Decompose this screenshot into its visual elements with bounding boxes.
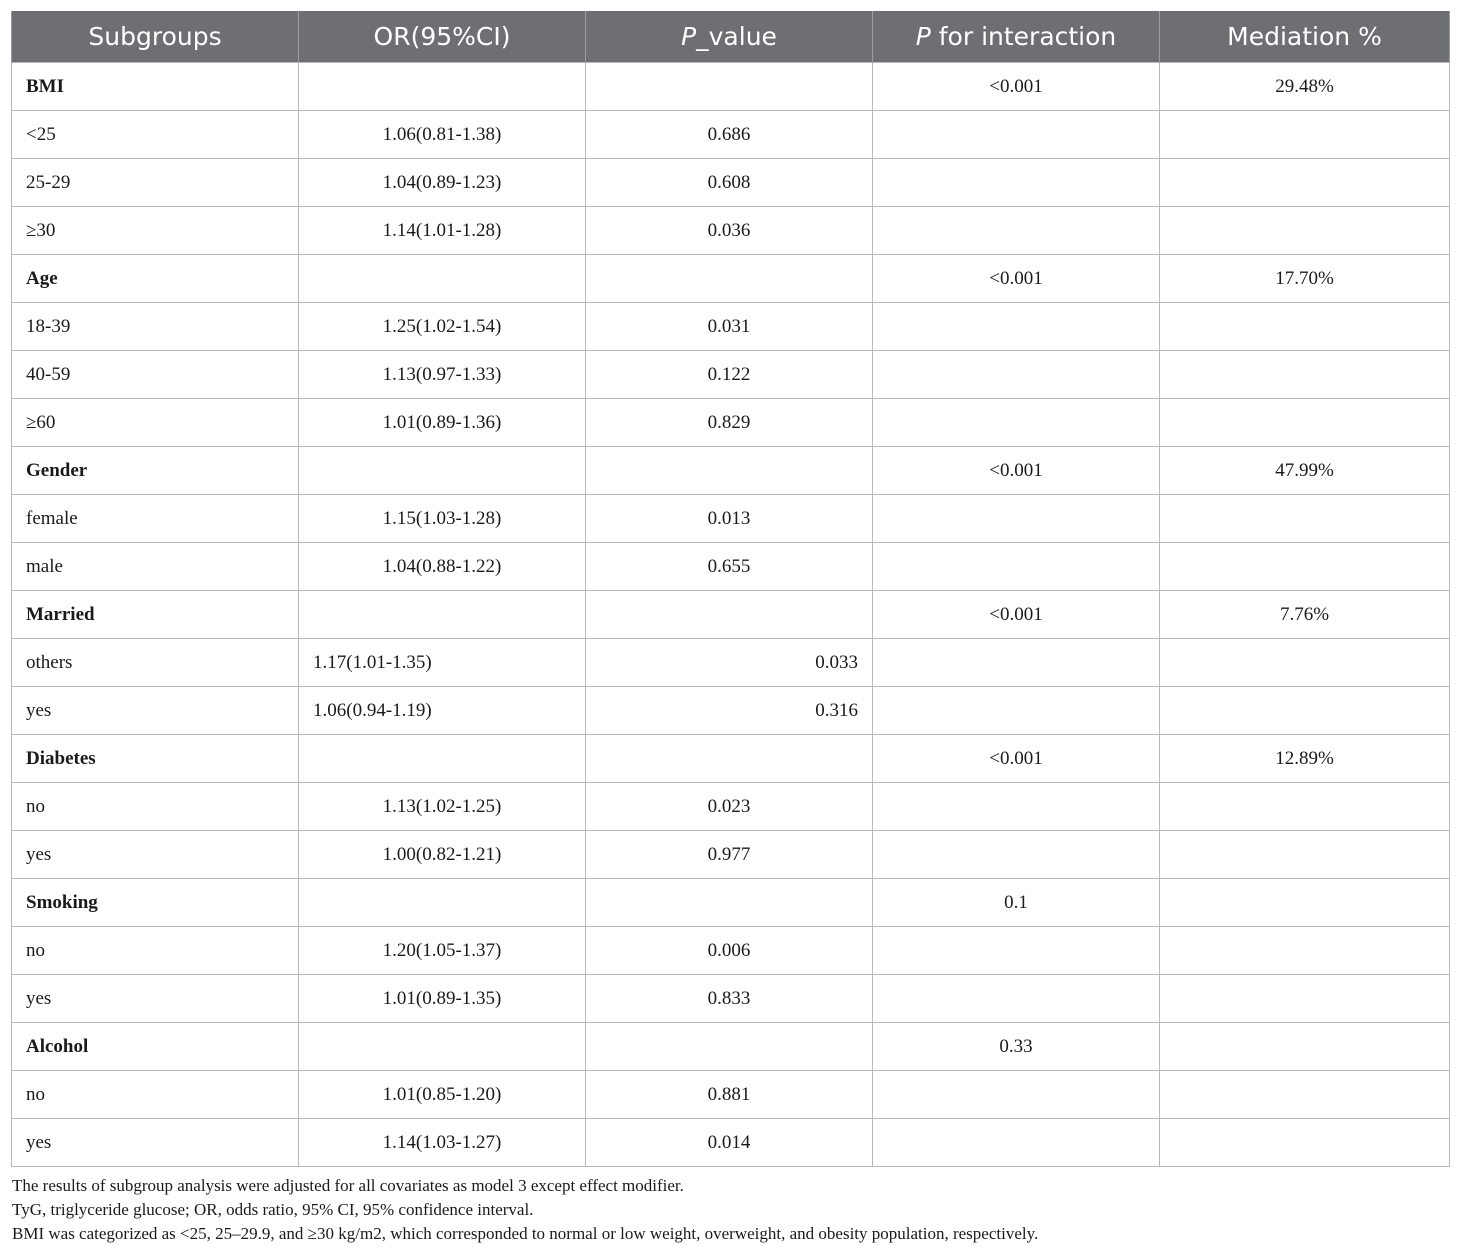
cell-p-value bbox=[586, 735, 873, 783]
cell-subgroup: no bbox=[12, 783, 299, 831]
table-row bbox=[12, 927, 1450, 975]
cell-mediation bbox=[1160, 351, 1450, 399]
cell-p-interaction bbox=[873, 927, 1160, 975]
cell-or: 1.13(1.02-1.25) bbox=[299, 783, 586, 831]
cell-p-value: 0.014 bbox=[586, 1119, 873, 1167]
cell-p-interaction bbox=[873, 111, 1160, 159]
cell-p-interaction bbox=[873, 399, 1160, 447]
cell-p-value: 0.686 bbox=[586, 111, 873, 159]
group-row bbox=[12, 1023, 1450, 1071]
cell-p-value: 0.977 bbox=[586, 831, 873, 879]
cell-p-value bbox=[586, 879, 873, 927]
cell-or: 1.00(0.82-1.21) bbox=[299, 831, 586, 879]
table-row bbox=[12, 303, 1450, 351]
cell-subgroup: ≥30 bbox=[12, 207, 299, 255]
cell-p-value bbox=[586, 447, 873, 495]
cell-p-interaction: <0.001 bbox=[873, 735, 1160, 783]
cell-p-interaction bbox=[873, 303, 1160, 351]
cell-mediation bbox=[1160, 1119, 1450, 1167]
cell-p-interaction bbox=[873, 975, 1160, 1023]
cell-p-interaction bbox=[873, 831, 1160, 879]
header-pint-rest: for interaction bbox=[930, 22, 1117, 51]
cell-mediation bbox=[1160, 879, 1450, 927]
footnote: The results of subgroup analysis were adjusted for all covariates as model 3 except effect modifier. bbox=[12, 1176, 684, 1195]
cell-p-value: 0.023 bbox=[586, 783, 873, 831]
cell-mediation bbox=[1160, 495, 1450, 543]
cell-p-value: 0.031 bbox=[586, 303, 873, 351]
cell-subgroup: others bbox=[12, 639, 299, 687]
cell-mediation: 29.48% bbox=[1160, 63, 1450, 111]
cell-p-interaction: <0.001 bbox=[873, 63, 1160, 111]
cell-p-interaction bbox=[873, 207, 1160, 255]
table-row bbox=[12, 543, 1450, 591]
table-row bbox=[12, 783, 1450, 831]
cell-p-interaction bbox=[873, 639, 1160, 687]
cell-subgroup: Alcohol bbox=[12, 1023, 299, 1071]
cell-mediation: 7.76% bbox=[1160, 591, 1450, 639]
group-row bbox=[12, 879, 1450, 927]
header-p-value bbox=[586, 11, 873, 63]
cell-or: 1.06(0.81-1.38) bbox=[299, 111, 586, 159]
cell-subgroup: yes bbox=[12, 1119, 299, 1167]
cell-p-value: 0.829 bbox=[586, 399, 873, 447]
header-p-italic: P bbox=[681, 22, 697, 51]
cell-subgroup: yes bbox=[12, 975, 299, 1023]
cell-mediation bbox=[1160, 303, 1450, 351]
group-row bbox=[12, 255, 1450, 303]
cell-subgroup: Gender bbox=[12, 447, 299, 495]
cell-p-value: 0.036 bbox=[586, 207, 873, 255]
cell-mediation: 47.99% bbox=[1160, 447, 1450, 495]
cell-or: 1.01(0.89-1.35) bbox=[299, 975, 586, 1023]
cell-or: 1.15(1.03-1.28) bbox=[299, 495, 586, 543]
group-row bbox=[12, 447, 1450, 495]
table-row bbox=[12, 1119, 1450, 1167]
cell-p-value: 0.655 bbox=[586, 543, 873, 591]
table-row bbox=[12, 159, 1450, 207]
cell-subgroup: 25-29 bbox=[12, 159, 299, 207]
table-row bbox=[12, 399, 1450, 447]
cell-p-value: 0.833 bbox=[586, 975, 873, 1023]
cell-or: 1.20(1.05-1.37) bbox=[299, 927, 586, 975]
cell-mediation bbox=[1160, 111, 1450, 159]
cell-p-value bbox=[586, 63, 873, 111]
table-row bbox=[12, 351, 1450, 399]
cell-mediation bbox=[1160, 831, 1450, 879]
cell-subgroup: Married bbox=[12, 591, 299, 639]
cell-or bbox=[299, 255, 586, 303]
cell-p-value: 0.608 bbox=[586, 159, 873, 207]
header-p-rest: _value bbox=[696, 22, 777, 51]
table-row bbox=[12, 207, 1450, 255]
cell-p-interaction bbox=[873, 1119, 1160, 1167]
group-row bbox=[12, 591, 1450, 639]
cell-p-interaction bbox=[873, 1071, 1160, 1119]
cell-p-interaction: <0.001 bbox=[873, 447, 1160, 495]
cell-mediation: 12.89% bbox=[1160, 735, 1450, 783]
cell-subgroup: yes bbox=[12, 831, 299, 879]
cell-subgroup: female bbox=[12, 495, 299, 543]
cell-mediation bbox=[1160, 687, 1450, 735]
header-subgroups: Subgroups bbox=[12, 11, 299, 63]
cell-p-interaction bbox=[873, 159, 1160, 207]
cell-mediation bbox=[1160, 207, 1450, 255]
cell-p-interaction: <0.001 bbox=[873, 255, 1160, 303]
cell-or bbox=[299, 879, 586, 927]
table-container bbox=[11, 11, 1449, 1246]
cell-or: 1.01(0.85-1.20) bbox=[299, 1071, 586, 1119]
cell-or bbox=[299, 1023, 586, 1071]
cell-subgroup: <25 bbox=[12, 111, 299, 159]
table-row bbox=[12, 831, 1450, 879]
cell-or: 1.13(0.97-1.33) bbox=[299, 351, 586, 399]
cell-p-interaction bbox=[873, 543, 1160, 591]
cell-or: 1.01(0.89-1.36) bbox=[299, 399, 586, 447]
cell-or: 1.06(0.94-1.19) bbox=[299, 687, 586, 735]
cell-p-interaction: 0.33 bbox=[873, 1023, 1160, 1071]
table-row bbox=[12, 1071, 1450, 1119]
cell-or bbox=[299, 735, 586, 783]
cell-subgroup: 40-59 bbox=[12, 351, 299, 399]
cell-p-interaction bbox=[873, 495, 1160, 543]
cell-mediation bbox=[1160, 927, 1450, 975]
cell-p-interaction bbox=[873, 351, 1160, 399]
table-row bbox=[12, 687, 1450, 735]
cell-subgroup: yes bbox=[12, 687, 299, 735]
cell-mediation bbox=[1160, 159, 1450, 207]
cell-mediation: 17.70% bbox=[1160, 255, 1450, 303]
cell-or: 1.25(1.02-1.54) bbox=[299, 303, 586, 351]
cell-p-value bbox=[586, 1023, 873, 1071]
cell-mediation bbox=[1160, 1071, 1450, 1119]
cell-or: 1.04(0.89-1.23) bbox=[299, 159, 586, 207]
cell-or: 1.04(0.88-1.22) bbox=[299, 543, 586, 591]
table-body bbox=[12, 63, 1450, 1167]
cell-mediation bbox=[1160, 1023, 1450, 1071]
header-p-interaction bbox=[873, 11, 1160, 63]
cell-mediation bbox=[1160, 399, 1450, 447]
footnote: TyG, triglyceride glucose; OR, odds ratio, 95% CI, 95% confidence interval. bbox=[12, 1200, 534, 1219]
cell-subgroup: no bbox=[12, 1071, 299, 1119]
cell-mediation bbox=[1160, 975, 1450, 1023]
cell-subgroup: Diabetes bbox=[12, 735, 299, 783]
cell-p-value: 0.122 bbox=[586, 351, 873, 399]
cell-subgroup: no bbox=[12, 927, 299, 975]
table-header bbox=[12, 11, 1450, 63]
cell-or bbox=[299, 591, 586, 639]
group-row bbox=[12, 735, 1450, 783]
cell-p-value bbox=[586, 255, 873, 303]
table-row bbox=[12, 495, 1450, 543]
cell-or: 1.17(1.01-1.35) bbox=[299, 639, 586, 687]
cell-p-value: 0.006 bbox=[586, 927, 873, 975]
table-row bbox=[12, 975, 1450, 1023]
cell-or: 1.14(1.03-1.27) bbox=[299, 1119, 586, 1167]
cell-or bbox=[299, 447, 586, 495]
header-row bbox=[12, 11, 1450, 63]
subgroup-table bbox=[11, 11, 1450, 1167]
cell-subgroup: ≥60 bbox=[12, 399, 299, 447]
cell-mediation bbox=[1160, 543, 1450, 591]
cell-subgroup: Age bbox=[12, 255, 299, 303]
cell-p-interaction: 0.1 bbox=[873, 879, 1160, 927]
header-or: OR(95%CI) bbox=[299, 11, 586, 63]
cell-p-interaction bbox=[873, 783, 1160, 831]
cell-or: 1.14(1.01-1.28) bbox=[299, 207, 586, 255]
cell-p-value bbox=[586, 591, 873, 639]
cell-or bbox=[299, 63, 586, 111]
footnote: BMI was categorized as <25, 25–29.9, and ≥30 kg/m2, which corresponded to normal or low weight, overweight, and obesity population, respectively. bbox=[12, 1224, 1039, 1243]
cell-mediation bbox=[1160, 783, 1450, 831]
header-mediation: Mediation % bbox=[1160, 11, 1450, 63]
cell-subgroup: male bbox=[12, 543, 299, 591]
cell-p-interaction: <0.001 bbox=[873, 591, 1160, 639]
cell-p-value: 0.033 bbox=[586, 639, 873, 687]
cell-p-interaction bbox=[873, 687, 1160, 735]
table-footnotes bbox=[11, 1174, 1449, 1246]
cell-subgroup: 18-39 bbox=[12, 303, 299, 351]
cell-p-value: 0.881 bbox=[586, 1071, 873, 1119]
table-row bbox=[12, 111, 1450, 159]
cell-p-value: 0.013 bbox=[586, 495, 873, 543]
cell-subgroup: BMI bbox=[12, 63, 299, 111]
header-pint-italic: P bbox=[915, 22, 931, 51]
table-row bbox=[12, 639, 1450, 687]
cell-subgroup: Smoking bbox=[12, 879, 299, 927]
cell-p-value: 0.316 bbox=[586, 687, 873, 735]
group-row bbox=[12, 63, 1450, 111]
cell-mediation bbox=[1160, 639, 1450, 687]
